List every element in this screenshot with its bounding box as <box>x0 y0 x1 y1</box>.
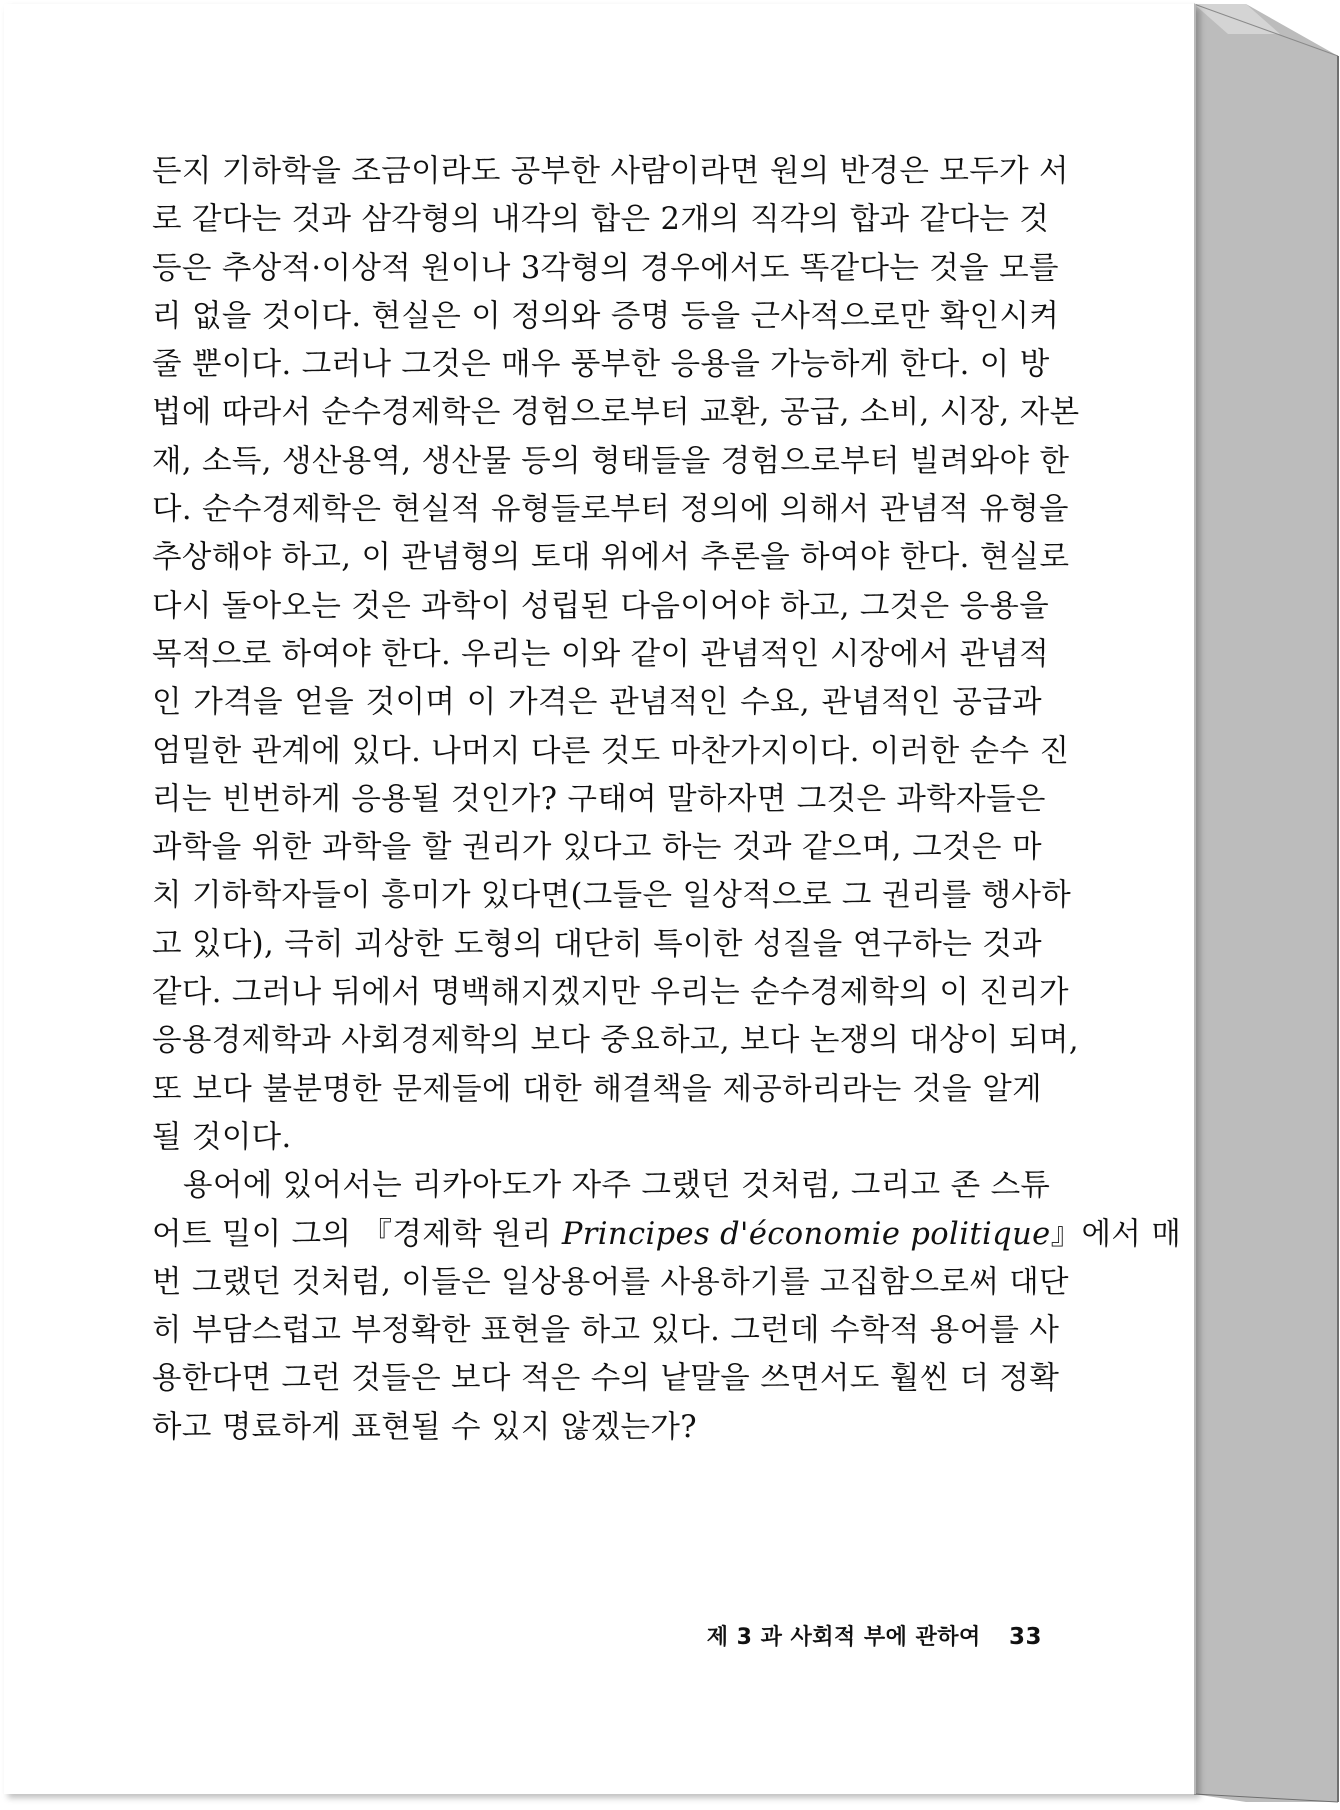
text-line: 리는 빈번하게 응용될 것인가? 구태여 말하자면 그것은 과학자들은 <box>152 781 1046 817</box>
text-line: 하고 명료하게 표현될 수 있지 않겠는가? <box>152 1409 698 1445</box>
text-line: 줄 뿐이다. 그러나 그것은 매우 풍부한 응용을 가능하게 한다. 이 방 <box>152 347 1050 383</box>
text-line: 같다. 그러나 뒤에서 명백해지겠지만 우리는 순수경제학의 이 진리가 <box>152 975 1069 1011</box>
text-line: 다. 순수경제학은 현실적 유형들로부터 정의에 의해서 관념적 유형을 <box>152 492 1069 528</box>
text-line: 과학을 위한 과학을 할 권리가 있다고 하는 것과 같으며, 그것은 마 <box>152 830 1042 866</box>
text-line: 엄밀한 관계에 있다. 나머지 다른 것도 마찬가지이다. 이러한 순수 진 <box>152 733 1070 769</box>
text-line: 히 부담스럽고 부정확한 표현을 하고 있다. 그런데 수학적 용어를 사 <box>152 1313 1060 1349</box>
text-line: 번 그랬던 것처럼, 이들은 일상용어를 사용하기를 고집함으로써 대단 <box>152 1264 1069 1300</box>
text-run: 』에서 매 <box>1050 1216 1182 1252</box>
text-line <box>152 1211 1182 1259</box>
text-line: 인 가격을 얻을 것이며 이 가격은 관념적인 수요, 관념적인 공급과 <box>152 685 1042 721</box>
text-line: 재, 소득, 생산용역, 생산물 등의 형태들을 경험으로부터 빌려와야 한 <box>152 443 1070 479</box>
page-footer <box>670 1620 1042 1651</box>
text-line: 또 보다 불분명한 문제들에 대한 해결책을 제공하리라는 것을 알게 <box>152 1071 1042 1107</box>
text-line: 고 있다), 극히 괴상한 도형의 대단히 특이한 성질을 연구하는 것과 <box>152 926 1042 962</box>
text-line: 다시 돌아오는 것은 과학이 성립된 다음이어야 하고, 그것은 응용을 <box>152 588 1050 624</box>
text-line: 응용경제학과 사회경제학의 보다 중요하고, 보다 논쟁의 대상이 되며, <box>152 1023 1080 1059</box>
text-line: 로 같다는 것과 삼각형의 내각의 합은 2개의 직각의 합과 같다는 것 <box>152 202 1050 238</box>
book-title-italic: Principes d'économie politique <box>561 1216 1051 1252</box>
text-line: 치 기하학자들이 흥미가 있다면(그들은 일상적으로 그 권리를 행사하 <box>152 878 1072 914</box>
text-line: 목적으로 하여야 한다. 우리는 이와 같이 관념적인 시장에서 관념적 <box>152 636 1050 672</box>
text-line: 법에 따라서 순수경제학은 경험으로부터 교환, 공급, 소비, 시장, 자본 <box>152 395 1080 431</box>
text-line: 될 것이다. <box>152 1119 292 1155</box>
body-text <box>152 148 1182 1452</box>
text-line: 용한다면 그런 것들은 보다 적은 수의 낱말을 쓰면서도 훨씬 더 정확 <box>152 1361 1060 1397</box>
paragraph-2 <box>152 1162 1182 1452</box>
page-number: 33 <box>1008 1624 1042 1650</box>
text-line: 등은 추상적·이상적 원이나 3각형의 경우에서도 똑같다는 것을 모를 <box>152 250 1059 286</box>
text-line: 리 없을 것이다. 현실은 이 정의와 증명 등을 근사적으로만 확인시켜 <box>152 298 1060 334</box>
text-line: 든지 기하학을 조금이라도 공부한 사람이라면 원의 반경은 모두가 서 <box>152 154 1069 189</box>
running-head: 제 3 과 사회적 부에 관하여 <box>706 1625 981 1650</box>
paragraph-1 <box>152 148 1080 1162</box>
text-line: 용어에 있어서는 리카아도가 자주 그랬던 것처럼, 그리고 존 스튜 <box>183 1168 1051 1204</box>
text-line: 추상해야 하고, 이 관념형의 토대 위에서 추론을 하여야 한다. 현실로 <box>152 540 1070 576</box>
text-run: 어트 밀이 그의 『경제학 원리 <box>152 1216 562 1252</box>
